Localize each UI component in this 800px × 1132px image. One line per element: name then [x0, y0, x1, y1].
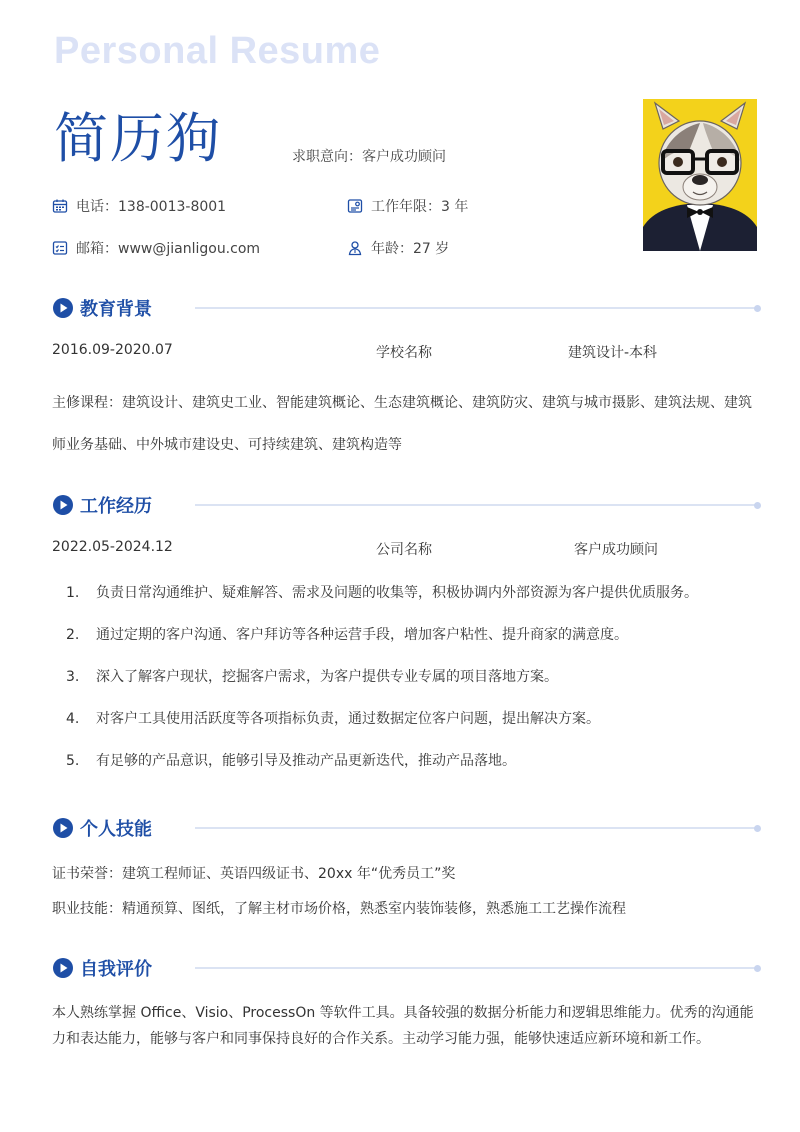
duty-text: 负责日常沟通维护、疑难解答、需求及问题的收集等，积极协调内外部资源为客户提供优质服务。 [96, 585, 698, 601]
duty-text: 深入了解客户现状，挖掘客户需求，为客户提供专业专属的项目落地方案。 [96, 669, 558, 685]
divider-dot [754, 305, 761, 312]
self-evaluation-text: 本人熟练掌握 Office、Visio、ProcessOn 等软件工具。具备较强的数据分析能力和逻辑思维能力。优秀的沟通能力和表达能力，能够与客户和同事保持良好的合作关系。主动学习能力强，能够快速适应新环境和新工作。 [52, 1005, 754, 1047]
mail-list-icon [52, 240, 68, 256]
candidate-name: 简历狗 [54, 107, 222, 170]
education-period: 2016.09-2020.07 [52, 342, 173, 358]
experience-row [347, 196, 468, 216]
experience-text: 工作年限：3 年 [371, 199, 469, 215]
person-icon [347, 240, 363, 256]
section-title-skills: 个人技能 [80, 819, 152, 840]
duty-item [66, 708, 600, 728]
age-text: 年龄：27 岁 [371, 241, 450, 257]
play-circle-icon [52, 957, 74, 979]
duty-number: 3. [66, 669, 80, 685]
duty-number: 4. [66, 711, 80, 727]
phone-row [52, 196, 226, 216]
job-position: 客户成功顾问 [574, 542, 658, 558]
phone-text: 电话：138-0013-8001 [76, 199, 227, 215]
job-intent: 求职意向：客户成功顾问 [292, 149, 446, 165]
section-header-self-evaluation [52, 955, 152, 981]
email-row [52, 238, 260, 258]
section-divider [195, 504, 755, 506]
section-divider [195, 307, 755, 309]
divider-dot [754, 825, 761, 832]
calendar-icon [52, 198, 68, 214]
company-name: 公司名称 [376, 542, 432, 558]
section-divider [195, 967, 755, 969]
duty-number: 5. [66, 753, 80, 769]
duty-item [66, 582, 698, 602]
duty-text: 对客户工具使用活跃度等各项指标负责，通过数据定位客户问题，提出解决方案。 [96, 711, 600, 727]
email-text: 邮箱：www@jianligou.com [76, 241, 261, 257]
duty-item [66, 750, 516, 770]
play-circle-icon [52, 817, 74, 839]
section-header-education [52, 295, 152, 321]
duty-item [66, 624, 628, 644]
divider-dot [754, 502, 761, 509]
play-circle-icon [52, 494, 74, 516]
work-period: 2022.05-2024.12 [52, 539, 173, 555]
duty-number: 2. [66, 627, 80, 643]
divider-dot [754, 965, 761, 972]
school-name: 学校名称 [376, 345, 432, 361]
duty-number: 1. [66, 585, 80, 601]
watermark-title: Personal Resume [54, 30, 381, 72]
duty-item [66, 666, 558, 686]
section-header-work [52, 492, 152, 518]
duty-text: 通过定期的客户沟通、客户拜访等各种运营手段，增加客户粘性、提升商家的满意度。 [96, 627, 628, 643]
age-row [347, 238, 449, 258]
section-title-education: 教育背景 [80, 299, 152, 320]
profile-photo [643, 99, 757, 251]
id-card-icon [347, 198, 363, 214]
education-courses: 主修课程：建筑设计、建筑史工业、智能建筑概论、生态建筑概论、建筑防灾、建筑与城市摄影、建筑法规、建筑师业务基础、中外城市建设史、可持续建筑、建筑构造等 [52, 395, 752, 453]
play-circle-icon [52, 297, 74, 319]
major: 建筑设计-本科 [568, 345, 658, 361]
duty-text: 有足够的产品意识，能够引导及推动产品更新迭代，推动产品落地。 [96, 753, 516, 769]
section-title-self-evaluation: 自我评价 [80, 959, 152, 980]
certificates: 证书荣誉：建筑工程师证、英语四级证书、20xx 年“优秀员工”奖 [52, 866, 456, 882]
section-title-work: 工作经历 [80, 496, 152, 517]
section-divider [195, 827, 755, 829]
section-header-skills [52, 815, 152, 841]
professional-skills: 职业技能：精通预算、图纸，了解主材市场价格，熟悉室内装饰装修，熟悉施工工艺操作流程 [52, 901, 626, 917]
